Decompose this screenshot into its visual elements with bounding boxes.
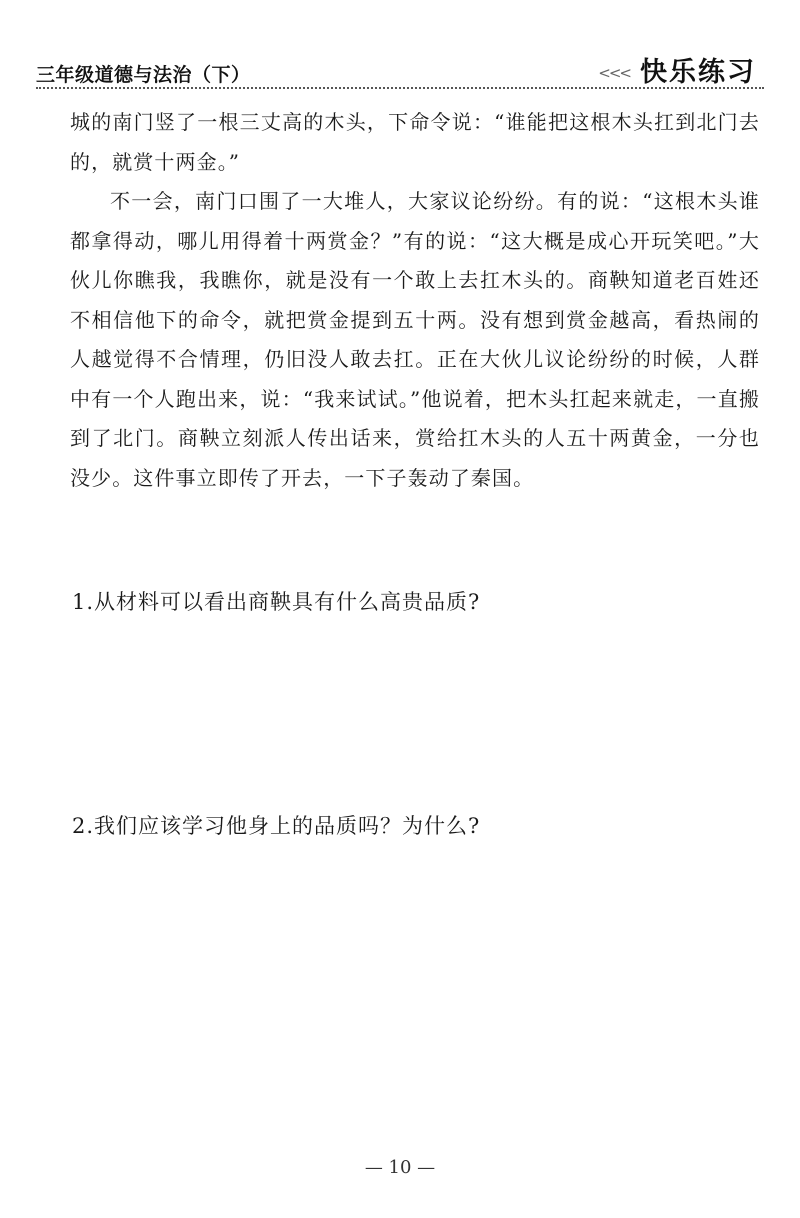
reading-passage	[70, 103, 760, 498]
section-title: 快乐练习	[640, 57, 756, 88]
chevron-left-icon: <<<	[598, 63, 630, 82]
passage-paragraph-1: 城的南门竖了一根三丈高的木头，下命令说：“谁能把这根木头扛到北门去的，就赏十两金。”	[70, 110, 760, 174]
page-header	[0, 0, 800, 95]
passage-paragraph-2: 不一会，南门口围了一大堆人，大家议论纷纷。有的说：“这根木头谁都拿得动，哪儿用得着十两赏金？”有的说：“这大概是成心开玩笑吧。”大伙儿你瞧我，我瞧你，就是没有一个敢上去扛木头的。商鞅知道老百姓还不相信他下的命令，就把赏金提到五十两。没有想到赏金越高，看热闹的人越觉得不合情理，仍旧没人敢去扛。正在大伙儿议论纷纷的时候，人群中有一个人跑出来，说：“我来试试。”他说着，把木头扛起来就走，一直搬到了北门。商鞅立刻派人传出话来，赏给扛木头的人五十两黄金，一分也没少。这件事立即传了开去，一下子轰动了秦国。	[70, 189, 760, 490]
question-2: 2.我们应该学习他身上的品质吗？为什么?	[72, 814, 481, 838]
header-divider	[36, 87, 764, 89]
page-number: — 10 —	[364, 1157, 436, 1178]
book-title: 三年级道德与法治（下）	[36, 64, 251, 86]
section-heading	[598, 50, 756, 89]
question-1: 1.从材料可以看出商鞅具有什么高贵品质?	[72, 590, 481, 614]
